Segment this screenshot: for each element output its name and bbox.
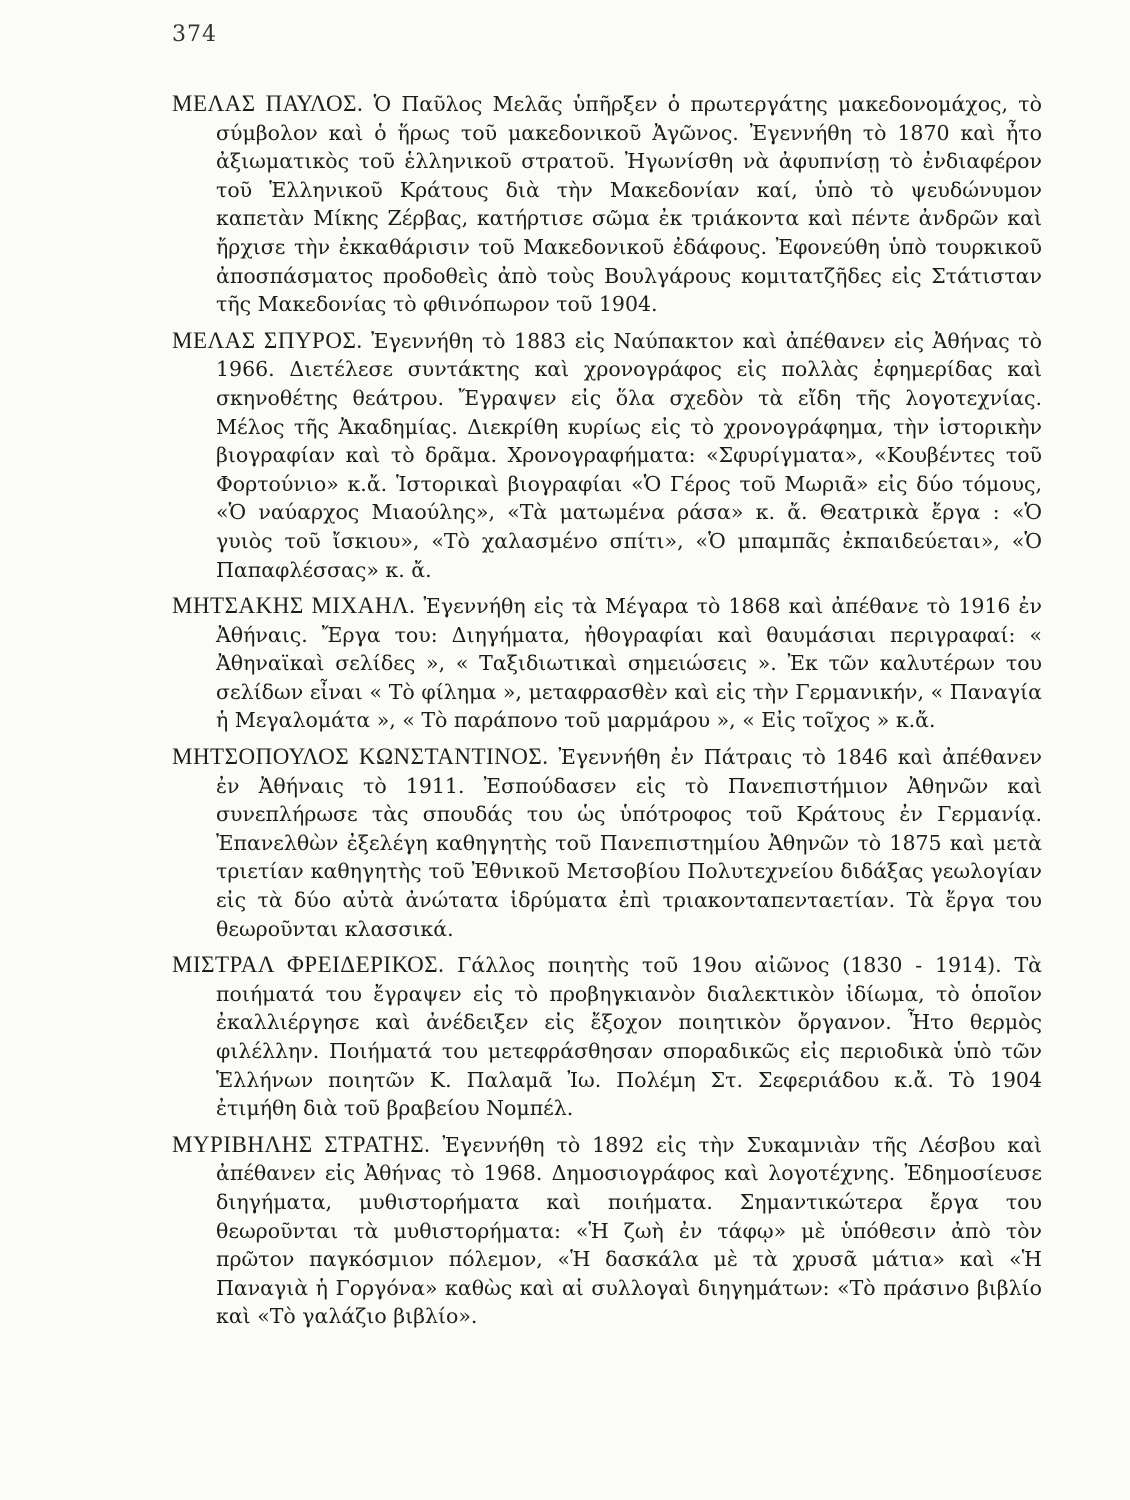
entry-myrivilis-stratis [172,1131,1042,1331]
entry-name: ΜΙΣΤΡΑΛ ΦΡΕΙΔΕΡΙΚΟΣ. [172,952,445,978]
entry-name: ΜΗΤΣΑΚΗΣ ΜΙΧΑΗΛ. [172,593,416,619]
entry-text: Ἐγεννήθη τὸ 1892 εἰς τὴν Συκαμνιὰν τῆς Λέσβου καὶ ἀπέθανεν εἰς Ἀθήνας τὸ 1968. Δημοσιογράφος καὶ λογοτέχνης. Ἐδημοσίευσε διηγήματα, μυθιστορήματα καὶ ποιήματα. Σημαντικώτερα ἔργα του θεωροῦνται τὰ μυθιστορήματα: «Ἡ ζωὴ ἐν τάφῳ» μὲ ὑπόθεσιν ἀπὸ τὸν πρῶτον παγκόσμιον πόλεμον, «Ἡ δασκάλα μὲ τὰ χρυσᾶ μάτια» καὶ «Ἡ Παναγιὰ ἡ Γοργόνα» καθὼς καὶ αἱ συλλογαὶ διηγημάτων: «Τὸ πράσινο βιβλίο καὶ «Τὸ γαλάζιο βιβλίο». [216,1132,1042,1329]
entry-name: ΜΥΡΙΒΗΛΗΣ ΣΤΡΑΤΗΣ. [172,1131,431,1157]
entry-text: Γάλλος ποιητὴς τοῦ 19ου αἰῶνος (1830 - 1914). Τὰ ποιήματά του ἔγραψεν εἰς τὸ προβηγκιανὸν διαλεκτικὸν ἰδίωμα, τὸ ὁποῖον ἐκαλλιέργησε καὶ ἀνέδειξεν εἰς ἔξοχον ποιητικὸν ὄργανον. Ἦτο θερμὸς φιλέλλην. Ποιήματά του μετεφράσθησαν σποραδικῶς εἰς περιοδικὰ ὑπὸ τῶν Ἑλλήνων ποιητῶν Κ. Παλαμᾶ Ἰω. Πολέμη Στ. Σεφεριάδου κ.ἄ. Τὸ 1904 ἐτιμήθη διὰ τοῦ βραβείου Νομπέλ. [216,953,1042,1121]
entry-name: ΜΕΛΑΣ ΠΑΥΛΟΣ. [172,91,364,116]
entry-text: Ἐγεννήθη τὸ 1883 εἰς Ναύπακτον καὶ ἀπέθανεν εἰς Ἀθήνας τὸ 1966. Διετέλεσε συντάκτης καὶ χρονογράφος εἰς πολλὰς ἐφημερίδας καὶ σκηνοθέτης θεάτρου. Ἔγραψεν εἰς ὅλα σχεδὸν τὰ εἴδη τῆς λογοτεχνίας. Μέλος τῆς Ἀκαδημίας. Διεκρίθη κυρίως εἰς τὸ χρονογράφημα, τὴν ἱστορικὴν βιογραφίαν καὶ τὸ δρᾶμα. Χρονογραφήματα: «Σφυρίγματα», «Κουβέντες τοῦ Φορτούνιο» κ.ἄ. Ἱστορικαὶ βιογραφίαι «Ὁ Γέρος τοῦ Μωριᾶ» εἰς δύο τόμους, «Ὁ ναύαρχος Μιαούλης», «Τὰ ματωμένα ράσα» κ. ἄ. Θεατρικὰ ἔργα : «Ὁ γυιὸς τοῦ ἴσκιου», «Τὸ χαλασμένο σπίτι», «Ὁ μπαμπᾶς ἐκπαιδεύεται», «Ὁ Παπαφλέσσας» κ. ἄ. [216,328,1042,582]
entry-text: Ἐγεννήθη ἐν Πάτραις τὸ 1846 καὶ ἀπέθανεν ἐν Ἀθήναις τὸ 1911. Ἐσπούδασεν εἰς τὸ Πανεπιστήμιον Ἀθηνῶν καὶ συνεπλήρωσε τὰς σπουδάς του ὡς ὑπότροφος τοῦ Κράτους ἐν Γερμανίᾳ. Ἐπανελθὼν ἐξελέγη καθηγητὴς τοῦ Πανεπιστημίου Ἀθηνῶν τὸ 1875 καὶ μετὰ τριετίαν καθηγητὴς τοῦ Ἐθνικοῦ Μετσοβίου Πολυτεχνείου διδάξας γεωλογίαν εἰς τὰ δύο αὐτὰ ἀνώτατα ἱδρύματα ἐπὶ τριακονταπενταετίαν. Τὰ ἔργα του θεωροῦνται κλασσικά. [216,745,1042,941]
entry-name: ΜΗΤΣΟΠΟΥΛΟΣ ΚΩΝΣΤΑΝΤΙΝΟΣ. [172,744,549,770]
entry-melas-pavlos [172,90,1042,319]
entry-mitsopoulos-konstantinos [172,743,1042,943]
entry-name: ΜΕΛΑΣ ΣΠΥΡΟΣ. [172,327,363,353]
entry-mitsakis-michail [172,592,1042,735]
page-number: 374 [172,22,217,47]
entry-text: Ὁ Παῦλος Μελᾶς ὑπῆρξεν ὁ πρωτεργάτης μακεδονομάχος, τὸ σύμβολον καὶ ὁ ἥρως τοῦ μακεδονικοῦ Ἀγῶνος. Ἐγεννήθη τὸ 1870 καὶ ἦτο ἀξιωματικὸς τοῦ ἑλληνικοῦ στρατοῦ. Ἠγωνίσθη νὰ ἀφυπνίσῃ τὸ ἐνδιαφέρον τοῦ Ἑλληνικοῦ Κράτους διὰ τὴν Μακεδονίαν καί, ὑπὸ τὸ ψευδώνυμον καπετὰν Μίκης Ζέρβας, κατήρτισε σῶμα ἐκ τριάκοντα καὶ πέντε ἀνδρῶν καὶ ἤρχισε τὴν ἐκκαθάρισιν τοῦ Μακεδονικοῦ ἐδάφους. Ἐφονεύθη ὑπὸ τουρκικοῦ ἀποσπάσματος προδοθεὶς ἀπὸ τοὺς Βουλγάρους κομιτατζῆδες εἰς Στάτισταν τῆς Μακεδονίας τὸ φθινόπωρον τοῦ 1904. [216,92,1042,317]
entry-text: Ἐγεννήθη εἰς τὰ Μέγαρα τὸ 1868 καὶ ἀπέθανε τὸ 1916 ἐν Ἀθήναις. Ἔργα του: Διηγήματα, ἠθογραφίαι καὶ θαυμάσιαι περιγραφαί: « Ἀθηναϊκαὶ σελίδες », « Ταξιδιωτικαὶ σημειώσεις ». Ἐκ τῶν καλυτέρων του σελίδων εἶναι « Τὸ φίλημα », μεταφρασθὲν καὶ εἰς τὴν Γερμανικήν, « Παναγία ἡ Μεγαλομάτα », « Τὸ παράπονο τοῦ μαρμάρου », « Εἰς τοῖχος » κ.ἄ. [216,594,1042,733]
entry-mistral-freiderikos [172,951,1042,1123]
dictionary-entries [172,90,1042,1336]
entry-melas-spyros [172,327,1042,584]
